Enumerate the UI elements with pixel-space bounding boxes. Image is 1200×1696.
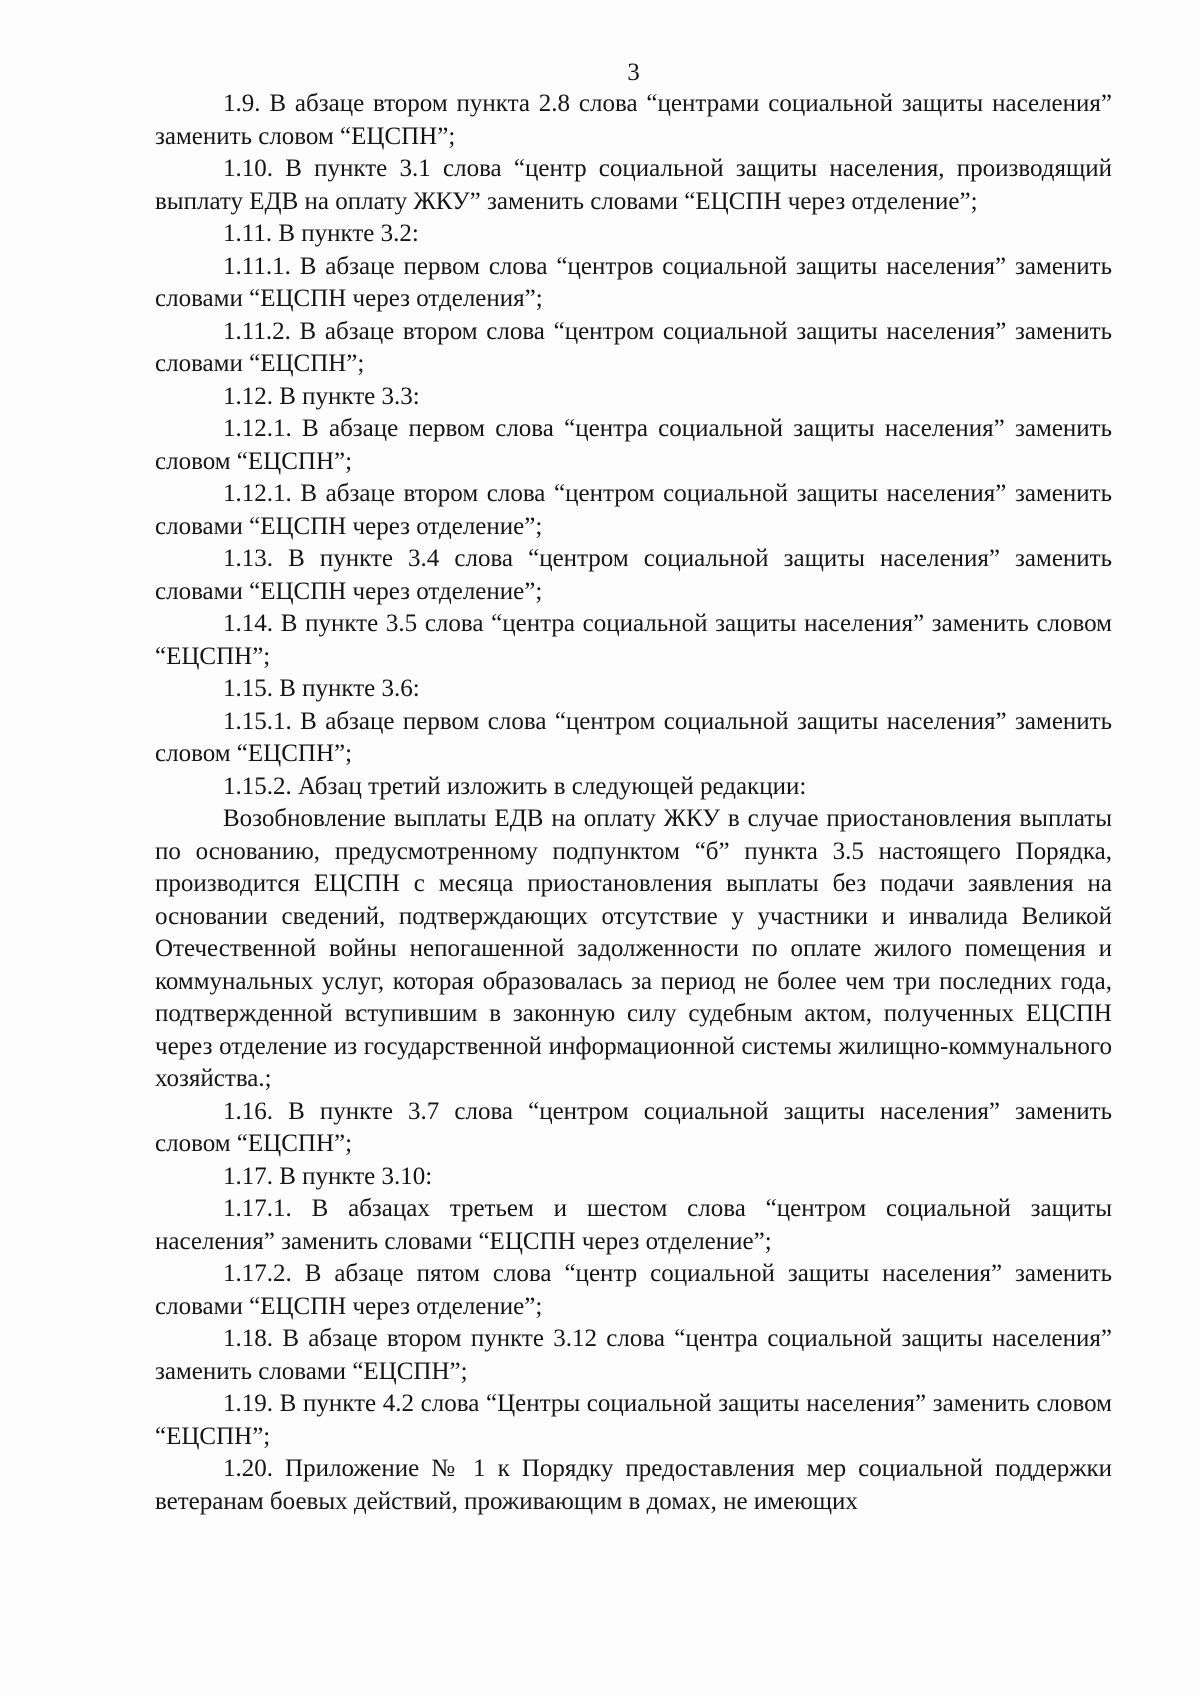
paragraph-1-15-2: 1.15.2. Абзац третий изложить в следующей редакции: — [223, 772, 807, 800]
paragraph-new-wording: Возобновление выплаты ЕДВ на оплату ЖКУ в случае приостановления выплаты по основанию, предусмотренному подпунктом “б” пункта 3.5 настоящего Порядка, производится ЕЦСПН с месяца приостановления выплаты без подачи заявления на основании сведений, подтверждающих отсутствие у участники и инвалида Великой Отечественной войны непогашенной задолженности по оплате жилого помещения и коммунальных услуг, которая образовалась за период не более чем три последних года, подтвержденной вступившим в законную силу судебным актом, полученных ЕЦСПН через отделение из государственной информационной системы жилищно-коммунального хозяйства.; — [155, 805, 1112, 1092]
paragraph-1-14: 1.14. В пункте 3.5 слова “центра социальной защиты населения” заменить словом “ЕЦСПН”; — [155, 610, 1112, 670]
paragraph-1-12: 1.12. В пункте 3.3: — [223, 382, 420, 410]
paragraph-1-12-1-b: 1.12.1. В абзаце втором слова “центром социальной защиты населения” заменить словами “ЕЦСПН через отделение”; — [155, 480, 1112, 540]
paragraph-1-11-2: 1.11.2. В абзаце втором слова “центром социальной защиты населения” заменить словами “ЕЦСПН”; — [155, 317, 1112, 377]
paragraph-1-18: 1.18. В абзаце втором пункте 3.12 слова “центра социальной защиты населения” заменить словами “ЕЦСПН”; — [155, 1325, 1112, 1385]
page-number: 3 — [627, 59, 640, 86]
paragraph-1-16: 1.16. В пункте 3.7 слова “центром социальной защиты населения” заменить словом “ЕЦСПН”; — [155, 1097, 1112, 1157]
paragraph-1-13: 1.13. В пункте 3.4 слова “центром социальной защиты населения” заменить словами “ЕЦСПН через отделение”; — [155, 545, 1112, 605]
paragraph-1-19: 1.19. В пункте 4.2 слова “Центры социальной защиты населения” заменить словом “ЕЦСПН”; — [155, 1390, 1112, 1450]
paragraph-1-15-1: 1.15.1. В абзаце первом слова “центром социальной защиты населения” заменить словом “ЕЦСПН”; — [155, 707, 1112, 767]
paragraph-1-11-1: 1.11.1. В абзаце первом слова “центров социальной защиты населения” заменить словами “ЕЦСПН через отделения”; — [155, 252, 1112, 312]
paragraph-1-17-2: 1.17.2. В абзаце пятом слова “центр социальной защиты населения” заменить словами “ЕЦСПН через отделение”; — [155, 1260, 1112, 1320]
paragraph-1-11: 1.11. В пункте 3.2: — [223, 220, 419, 247]
paragraph-1-12-1-a: 1.12.1. В абзаце первом слова “центра социальной защиты населения” заменить словом “ЕЦСПН”; — [155, 415, 1112, 475]
paragraph-1-20: 1.20. Приложение № 1 к Порядку предоставления мер социальной поддержки ветеранам боевых действий, проживающим в домах, не имеющих — [155, 1455, 1112, 1515]
paragraph-1-10: 1.10. В пункте 3.1 слова “центр социальной защиты населения, производящий выплату ЕДВ на оплату ЖКУ” заменить словами “ЕЦСПН через отделение”; — [155, 155, 1112, 215]
paragraph-1-17: 1.17. В пункте 3.10: — [223, 1162, 433, 1190]
paragraph-1-15: 1.15. В пункте 3.6: — [223, 675, 420, 702]
paragraph-1-17-1: 1.17.1. В абзацах третьем и шестом слова “центром социальной защиты населения” заменить словами “ЕЦСПН через отделение”; — [155, 1195, 1112, 1255]
paragraph-1-9: 1.9. В абзаце втором пункта 2.8 слова “центрами социальной защиты населения” заменить словом “ЕЦСПН”; — [155, 90, 1112, 150]
